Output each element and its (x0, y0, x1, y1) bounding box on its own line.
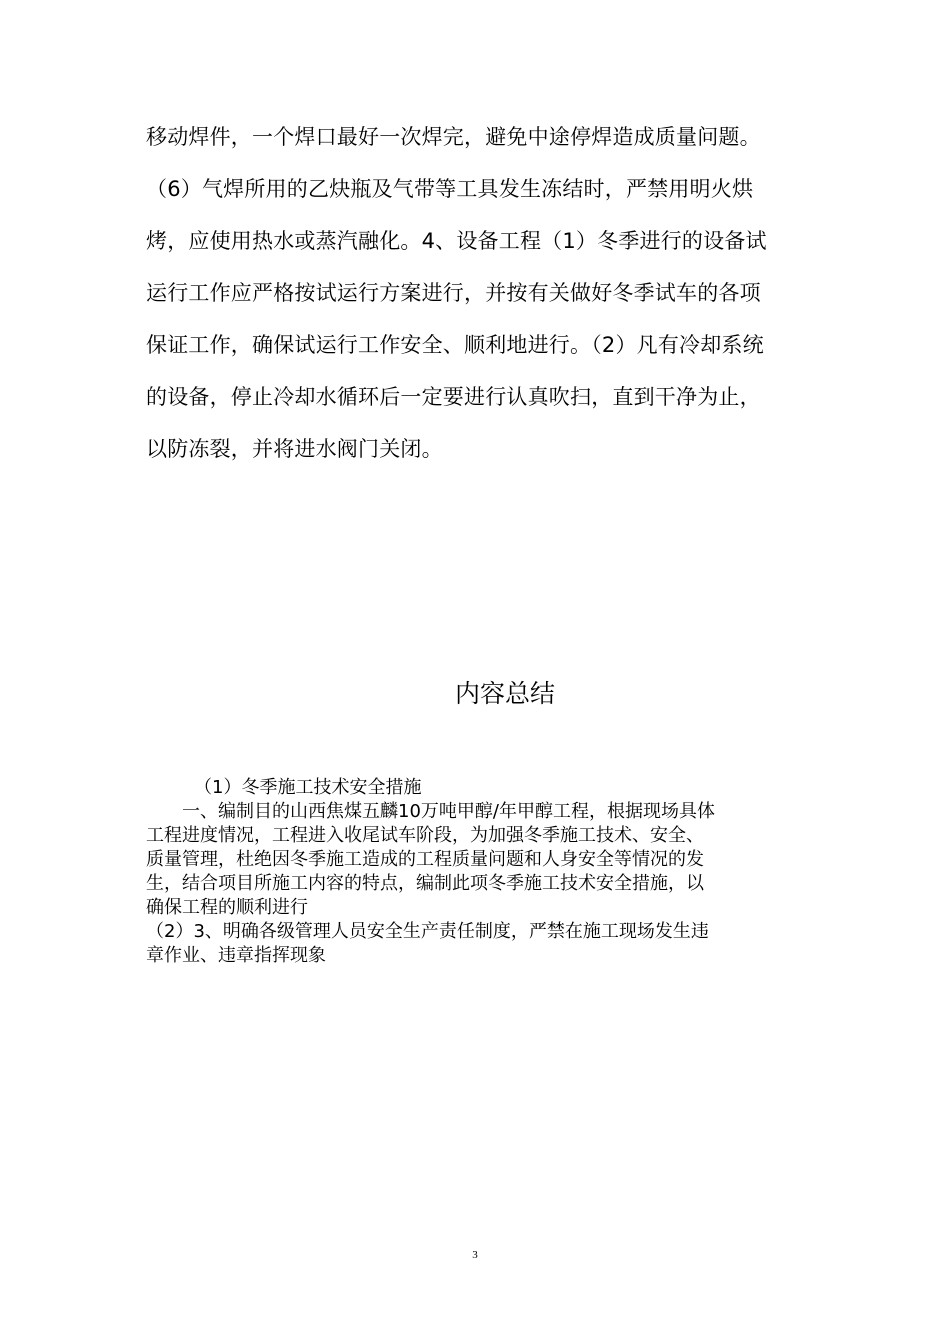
summary-title: 内容总结 (454, 679, 555, 708)
summary-block (146, 776, 806, 968)
body-text-line: 保证工作，确保试运行工作安全、顺利地进行。（2）凡有冷却系统 (146, 333, 764, 357)
page-number: 3 (472, 1249, 478, 1261)
body-text-line: 以防冻裂，并将进水阀门关闭。 (146, 437, 443, 461)
body-text-line: 运行工作应严格按试运行方案进行，并按有关做好冬季试车的各项 (146, 281, 761, 305)
summary-line: 确保工程的顺利进行 (146, 897, 308, 918)
summary-line: （1）冬季施工技术安全措施 (194, 777, 422, 798)
body-text-line: （6）气焊所用的乙炔瓶及气带等工具发生冻结时，严禁用明火烘 (146, 177, 754, 201)
body-text-line: 的设备，停止冷却水循环后一定要进行认真吹扫，直到干净为止， (146, 385, 761, 409)
summary-line: 一、编制目的山西焦煤五麟10万吨甲醇/年甲醇工程，根据现场具体 (182, 801, 715, 822)
summary-line: 章作业、违章指挥现象 (146, 945, 326, 966)
body-text-line: 烤，应使用热水或蒸汽融化。4、设备工程（1）冬季进行的设备试 (146, 229, 767, 253)
body-text-line: 移动焊件，一个焊口最好一次焊完，避免中途停焊造成质量问题。 (146, 125, 761, 149)
summary-line: 工程进度情况，工程进入收尾试车阶段，为加强冬季施工技术、安全、 (146, 825, 704, 846)
summary-line: 质量管理，杜绝因冬季施工造成的工程质量问题和人身安全等情况的发 (146, 849, 704, 870)
summary-line: （2）3、明确各级管理人员安全生产责任制度，严禁在施工现场发生违 (146, 921, 709, 942)
summary-line: 生，结合项目所施工内容的特点，编制此项冬季施工技术安全措施，以 (146, 873, 704, 894)
